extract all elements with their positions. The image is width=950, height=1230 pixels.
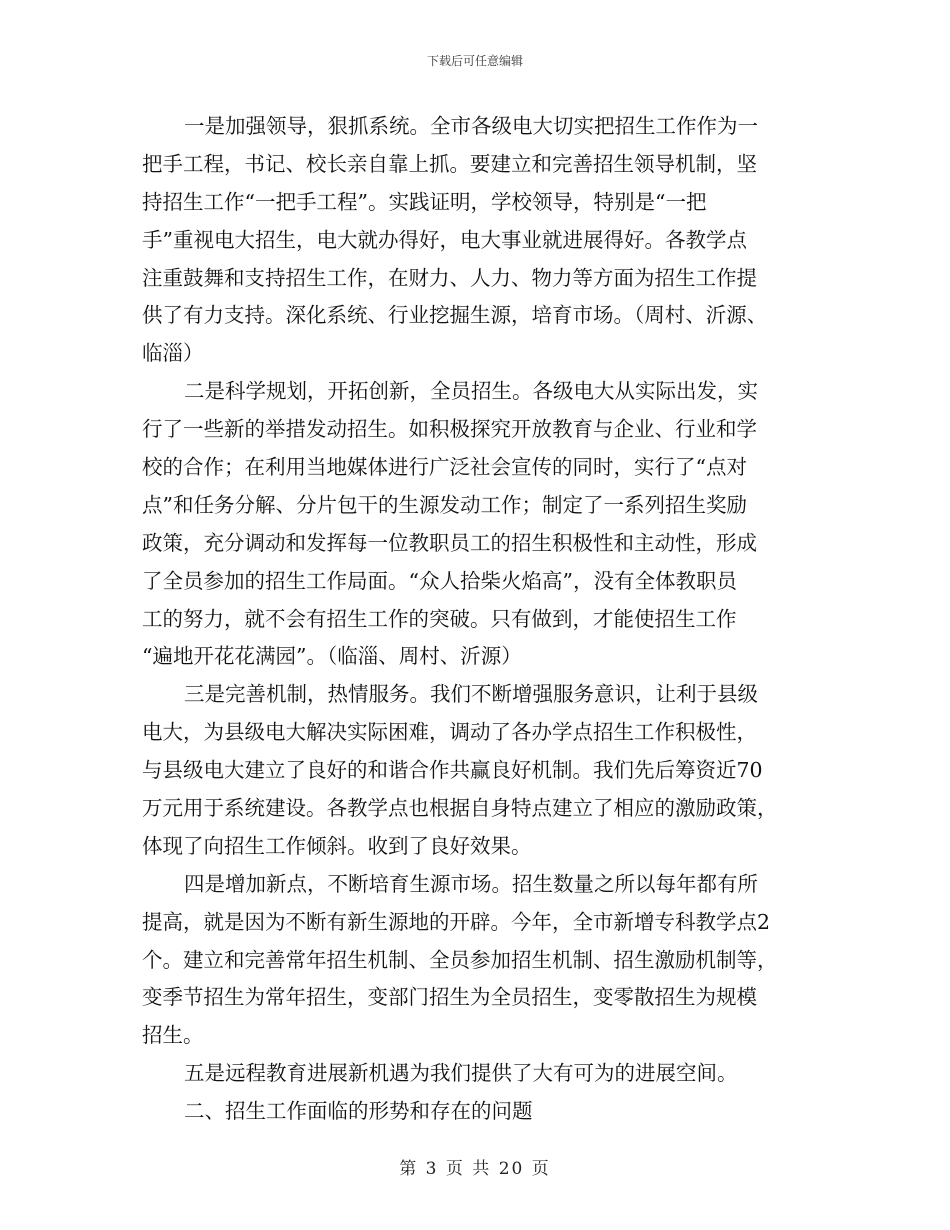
text-line: 三是完善机制，热情服务。我们不断增强服务意识，让利于县级 <box>184 682 758 707</box>
text-line: 万元用于系统建设。各教学点也根据自身特点建立了相应的激励政策， <box>142 796 778 821</box>
text-line: 个。建立和完善常年招生机制、全员参加招生机制、招生激励机制等， <box>142 947 778 972</box>
text-line: 政策，充分调动和发挥每一位教职员工的招生积极性和主动性，形成 <box>142 530 757 555</box>
text-line: 电大，为县级电大解决实际困难，调动了各办学点招生工作积极性， <box>142 720 757 745</box>
text-line: 招生。 <box>142 1023 204 1048</box>
text-line: 手”重视电大招生，电大就办得好，电大事业就进展得好。各教学点 <box>142 227 747 252</box>
text-line: 点”和任务分解、分片包干的生源发动工作；制定了一系列招生奖励 <box>142 492 747 517</box>
text-line: 工的努力，就不会有招生工作的突破。只有做到，才能使招生工作 <box>142 606 737 631</box>
section-heading: 二、招生工作面临的形势和存在的问题 <box>184 1099 533 1124</box>
download-edit-note: 下载后可任意编辑 <box>426 54 523 68</box>
text-line: 提高，就是因为不断有新生源地的开辟。今年，全市新增专科教学点2 <box>142 909 771 934</box>
text-line: 行了一些新的举措发动招生。如积极探究开放教育与企业、行业和学 <box>142 417 757 442</box>
text-line: 一是加强领导，狠抓系统。全市各级电大切实把招生工作作为一 <box>184 114 758 138</box>
text-line: “遍地开花花满园”。（临淄、周村、沂源） <box>142 644 522 669</box>
text-line: 五是远程教育进展新机遇为我们提供了大有可为的进展空间。 <box>184 1061 738 1086</box>
document-body <box>142 108 804 1131</box>
text-line: 变季节招生为常年招生，变部门招生为全员招生，变零散招生为规模 <box>142 985 757 1010</box>
text-line: 了全员参加的招生工作局面。“众人拾柴火焰高”，没有全体教职员 <box>142 568 737 593</box>
text-line: 二是科学规划，开拓创新，全员招生。各级电大从实际出发，实 <box>184 379 758 404</box>
text-line: 与县级电大建立了良好的和谐合作共赢良好机制。我们先后筹资近70 <box>142 758 763 783</box>
text-line: 持招生工作“一把手工程”。实践证明，学校领导，特别是“一把 <box>142 189 707 214</box>
text-line: 把手工程，书记、校长亲自靠上抓。要建立和完善招生领导机制，坚 <box>142 151 757 176</box>
text-line: 临淄） <box>142 341 204 366</box>
text-line: 注重鼓舞和支持招生工作，在财力、人力、物力等方面为招生工作提 <box>142 265 757 290</box>
text-line: 体现了向招生工作倾斜。收到了良好效果。 <box>142 833 532 858</box>
page-number: 第 3 页 共 20 页 <box>399 1159 551 1179</box>
text-line: 校的合作；在利用当地媒体进行广泛社会宣传的同时，实行了“点对 <box>142 455 747 480</box>
text-line: 供了有力支持。深化系统、行业挖掘生源，培育市场。（周村、沂源、 <box>142 303 768 328</box>
text-line: 四是增加新点，不断培育生源市场。招生数量之所以每年都有所 <box>184 871 758 896</box>
